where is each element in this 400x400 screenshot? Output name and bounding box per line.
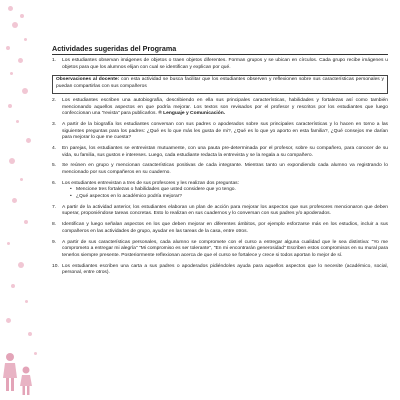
activity-item xyxy=(52,264,388,277)
activity-text: Los estudiantes escriben una autobiografía, describiendo en ella sus principales características, habilidades y fortalezas así como también mencionando aquellos aspectos en que podría mejorar. Los textos son revisados por el profesor y rescritos por los estudiantes que luego confeccionan una "revista" para publicarlos. xyxy=(62,98,388,117)
decorative-dot xyxy=(18,58,23,63)
activity-item xyxy=(52,146,388,159)
activity-number: 5. xyxy=(52,163,57,169)
activity-number: 4. xyxy=(52,146,57,152)
activity-text: Los estudiantes observan imágenes de objetos o traen objetos diferentes. Forman grupos y se ubican en círculos. Cada grupo recibe imágenes u objetos para que los alumnos elijan con cual se identifican y explican por qué. xyxy=(62,58,388,70)
decorative-dot xyxy=(20,14,24,18)
decorative-dot xyxy=(8,104,12,108)
activity-item xyxy=(52,163,388,176)
question-list xyxy=(62,187,388,200)
activity-text: Se reúnen en grupo y mencionan características positivas de cada integrante. Mientras tanto un expondiendo cada alumno va registrando lo mencionado por sus compañeros en su cuaderno. xyxy=(62,163,388,176)
activity-number: 7. xyxy=(52,204,57,210)
decorative-dot xyxy=(12,22,18,28)
child-figure-icon xyxy=(2,352,18,394)
activity-number: 1. xyxy=(52,58,57,63)
decorative-dot xyxy=(25,300,28,303)
activity-text: Identifican y luego señalan aspectos en los que deben mejorar en diferentes ámbitos, por ejemplo esforzarse más en los estudios, incluir a sus compañeros en las actividades de grupo, ayudar en las tareas de la casa, entre otros. xyxy=(62,222,388,234)
observation-label: Observaciones al docente: xyxy=(56,77,120,83)
decorative-dot xyxy=(12,198,17,203)
question-item: • ¿Qué aspectos en lo académico podría mejorar? xyxy=(70,194,388,201)
decorative-dot xyxy=(22,88,28,94)
decorative-dot xyxy=(6,318,11,323)
decorative-dot xyxy=(18,262,24,268)
activity-text: A partir de la actividad anterior, los estudiantes elaboran un plan de acción para mejorar los aspectos que sus profesores mencionaron que deben superar, proponiéndose tareas concretas. Esto lo realizan en sus cuadernos y lo conversan con sus padres y/o apoderados. xyxy=(62,204,388,217)
activity-number: 10. xyxy=(52,263,59,269)
activities-list xyxy=(52,58,388,281)
decorative-dot xyxy=(26,138,31,143)
question-item: • Mencione tres fortalezas o habilidades que usted considere que yo tengo. xyxy=(70,187,388,194)
activity-text: A partir de la biografía los estudiantes conversan con sus padres o apoderados sobre sus principales características y lo hacen en torno a las siguientes preguntas para los padres: ¿Qué es lo que más les gusta de mi?, ¿Qué es lo que yo aporto en esta familia?, ¿Qué consejos me darían para mejorar lo que me cuesta? xyxy=(62,122,388,141)
activity-item xyxy=(52,222,388,235)
decorative-dot xyxy=(34,352,37,355)
activity-text: Los estudiantes escriben una carta a sus padres o apoderados pidiéndoles ayuda para aquellos aspectos que lo necesite (académico, social, personal, entre otros). xyxy=(62,263,388,276)
decorative-dot xyxy=(11,284,15,288)
activity-item xyxy=(52,240,388,260)
decorative-dot xyxy=(9,158,15,164)
subject-link-note: ® Lenguaje y Comunicación. xyxy=(158,111,226,117)
observation-text: con esta actividad se busca facilitar que los estudiantes observen y reflexionen sobre sus características personales y puedan compartirlas con sus compañeros xyxy=(56,77,384,89)
child-figure-icon xyxy=(19,366,33,396)
activity-text: A partir de sus características personales, cada alumno se compromete con el curso a entregar alguna cualidad que le sea distintiva: "Yo me comprometo a entregar mi alegría" "Mi compromiso es ser tolerante", "En mi encontrarán generosidad" Escriben estos compromisos en su mural para tenerlos siempre presente. Posteriormente reflexionan acerca de que el curso se fortalece y crece si todos aportan lo mejor de sí. xyxy=(62,239,388,258)
decorative-dot xyxy=(16,120,19,123)
decorative-dot xyxy=(24,38,27,41)
activity-item xyxy=(52,181,388,201)
decorative-dot xyxy=(28,332,32,336)
activity-item xyxy=(52,58,388,71)
activity-text: En parejas, los estudiantes se entrevistan mutuamente, con una pauta pre-determinada por el profesor, sobre su compañero, para conocer de su vida, su familia, sus gustos e intereses. Luego, cada estudiante redacta la entrevista y se la regala a su compañero. xyxy=(62,146,388,158)
activity-number: 8. xyxy=(52,222,57,228)
activity-text: Los estudiantes entrevistan a tres de sus profesores y les realizan dos preguntas: xyxy=(62,180,239,186)
decorative-dot xyxy=(20,178,23,181)
teacher-observation-box xyxy=(52,75,388,93)
activity-number: 9. xyxy=(52,239,57,245)
activity-number: 2. xyxy=(52,98,57,104)
decorative-dot xyxy=(7,242,10,245)
decorative-margin xyxy=(0,0,40,400)
decorative-dot xyxy=(24,220,28,224)
page-title: Actividades sugeridas del Programa xyxy=(52,44,388,55)
decorative-dot xyxy=(8,6,13,11)
decorative-dot xyxy=(6,46,10,50)
decorative-dot xyxy=(10,72,13,75)
activity-number: 6. xyxy=(52,180,57,186)
activity-item xyxy=(52,122,388,142)
activity-number: 3. xyxy=(52,122,57,128)
activity-item xyxy=(52,205,388,218)
activity-item xyxy=(52,98,388,118)
